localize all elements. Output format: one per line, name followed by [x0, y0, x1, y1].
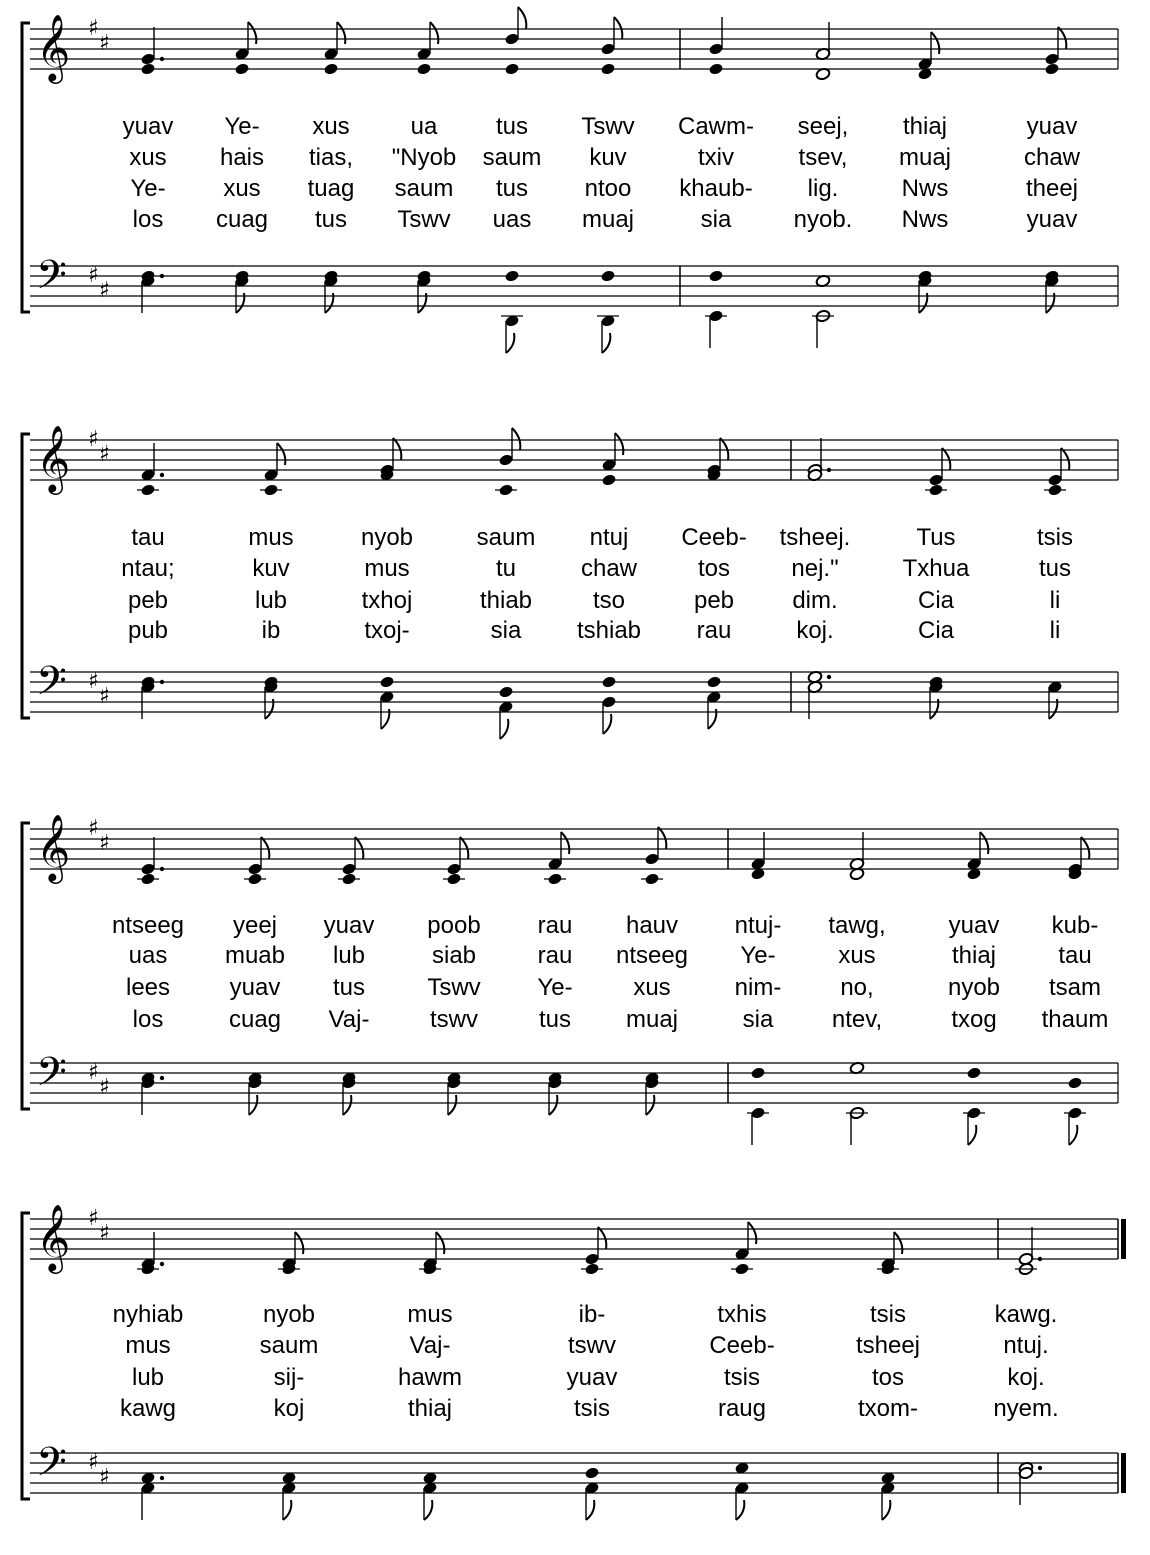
augmentation-dot	[160, 473, 164, 477]
lyric-syllable: txhoj	[361, 587, 413, 614]
lyric-syllable: thiaj	[407, 1395, 453, 1422]
lyric-syllable: Vaj-	[409, 1332, 451, 1359]
lyric-syllable: yuav	[1026, 206, 1078, 233]
note-flag	[586, 1500, 594, 1520]
note-flag	[512, 428, 520, 450]
lyric-syllable: kuv	[252, 555, 290, 582]
lyric-syllable: ntau;	[121, 555, 175, 582]
note-flag	[882, 1500, 890, 1520]
note-flag	[500, 719, 508, 739]
lyric-syllable: Ceeb-	[709, 1332, 775, 1359]
lyric-syllable: chaw	[580, 555, 638, 582]
lyric-syllable: Nws	[901, 206, 949, 233]
sharp-icon: ♯	[99, 831, 110, 856]
note-flag	[518, 7, 526, 29]
lyric-syllable: Cawm-	[678, 113, 754, 140]
lyric-syllable: koj.	[796, 617, 834, 644]
lyric-syllable: muaj	[898, 144, 952, 171]
lyric-syllable: tsam	[1048, 974, 1102, 1001]
augmentation-dot	[827, 675, 831, 679]
lyric-syllable: mus	[364, 555, 410, 582]
note-flag	[1058, 27, 1066, 49]
lyric-syllable: dim.	[792, 587, 838, 614]
lyric-syllable: hawm	[397, 1364, 463, 1391]
note-flag	[720, 438, 728, 460]
bass-note-head	[750, 1066, 765, 1079]
sharp-icon: ♯	[88, 816, 99, 841]
lyric-syllable: Ceeb-	[681, 524, 747, 551]
lyric-syllable: saum	[394, 175, 454, 202]
lyric-syllable: mus	[125, 1332, 171, 1359]
lyric-syllable: sia	[490, 617, 522, 644]
note-flag	[614, 17, 622, 39]
lyric-syllable: tos	[871, 1364, 905, 1391]
bass-clef-icon: 𝄢	[36, 658, 67, 714]
final-barline	[1121, 1219, 1126, 1259]
lyric-syllable: ntuj	[589, 524, 629, 551]
system-bracket	[22, 823, 30, 1109]
lyric-syllable: no,	[840, 974, 874, 1001]
lyric-syllable: tso	[592, 587, 626, 614]
lyric-syllable: los	[132, 1006, 164, 1033]
note-flag	[277, 443, 285, 465]
lyric-syllable: hais	[219, 144, 265, 171]
treble-clef-icon: 𝄞	[36, 813, 71, 881]
lyric-syllable: Tswv	[397, 206, 451, 233]
lyric-syllable: tias,	[308, 144, 354, 171]
lyric-syllable: seej,	[797, 113, 849, 140]
treble-clef-icon: 𝄞	[36, 1203, 71, 1271]
augmentation-dot	[160, 1262, 164, 1266]
lyric-syllable: kawg.	[994, 1301, 1058, 1328]
system-bracket	[22, 1213, 30, 1499]
treble-note-head	[600, 62, 615, 75]
sharp-icon: ♯	[88, 427, 99, 452]
treble-clef-icon: 𝄞	[36, 424, 71, 492]
treble-note-head	[1044, 62, 1059, 75]
lyric-syllable: tsheej	[855, 1332, 921, 1359]
sharp-icon: ♯	[99, 442, 110, 467]
lyric-syllable: xus	[312, 113, 350, 140]
lyric-syllable: uas	[492, 206, 532, 233]
note-flag	[337, 22, 345, 44]
lyric-syllable: txog	[951, 1006, 997, 1033]
lyric-syllable: los	[132, 206, 164, 233]
lyric-syllable: Ye-	[224, 113, 260, 140]
lyric-syllable: theej	[1025, 175, 1079, 202]
lyric-syllable: chaw	[1023, 144, 1081, 171]
sharp-icon: ♯	[99, 684, 110, 709]
lyric-syllable: khaub-	[679, 175, 753, 202]
lyric-syllable: tau	[1058, 942, 1092, 969]
lyric-syllable: yuav	[566, 1364, 618, 1391]
note-flag	[602, 333, 610, 353]
sharp-icon: ♯	[99, 1221, 110, 1246]
lyric-syllable: saum	[482, 144, 542, 171]
bass-note-head	[966, 1066, 981, 1079]
sharp-icon: ♯	[99, 1075, 110, 1100]
lyric-syllable: Txhua	[902, 555, 970, 582]
lyric-syllable: Tswv	[581, 113, 635, 140]
lyric-syllable: tus	[332, 974, 366, 1001]
lyric-syllable: ntseeg	[111, 912, 185, 939]
lyric-syllable: txoj-	[364, 617, 410, 644]
lyric-syllable: li	[1049, 587, 1061, 614]
sharp-icon: ♯	[99, 278, 110, 303]
treble-note-head	[601, 473, 616, 486]
note-flag	[355, 837, 363, 859]
lyric-syllable: txom-	[858, 1395, 918, 1422]
lyric-syllable: thiaj	[951, 942, 997, 969]
sharp-icon: ♯	[88, 1450, 99, 1475]
lyric-syllable: ua	[410, 113, 438, 140]
lyric-syllable: ib-	[578, 1301, 606, 1328]
lyric-syllable: thiab	[479, 587, 533, 614]
lyric-syllable: ib	[261, 617, 281, 644]
treble-note-head	[504, 62, 519, 75]
note-flag	[393, 438, 401, 460]
lyric-syllable: tswv	[430, 1006, 478, 1033]
lyric-syllable: Ye-	[537, 974, 573, 1001]
bass-note-head	[601, 675, 616, 688]
sharp-icon: ♯	[99, 1465, 110, 1490]
lyric-syllable: koj.	[1007, 1364, 1045, 1391]
lyric-syllable: muaj	[625, 1006, 679, 1033]
lyric-syllable: tus	[495, 113, 529, 140]
note-flag	[968, 1125, 976, 1145]
lyric-syllable: xus	[129, 144, 167, 171]
lyric-syllable: tshiab	[576, 617, 642, 644]
note-flag	[561, 832, 569, 854]
lyric-syllable: tsis	[574, 1395, 610, 1422]
note-flag	[1061, 448, 1069, 470]
augmentation-dot	[160, 57, 164, 61]
augmentation-dot	[1038, 1466, 1042, 1470]
sharp-icon: ♯	[88, 1206, 99, 1231]
bass-note-head	[584, 1466, 599, 1479]
lyric-syllable: lub	[332, 942, 366, 969]
lyric-syllable: yuav	[948, 912, 1000, 939]
lyric-syllable: Ye-	[740, 942, 776, 969]
bass-note-head	[1067, 1076, 1082, 1089]
lyric-syllable: Tus	[916, 524, 956, 551]
lyric-syllable: poob	[427, 912, 481, 939]
lyric-syllable: sia	[700, 206, 732, 233]
lyric-syllable: xus	[838, 942, 876, 969]
augmentation-dot	[160, 274, 164, 278]
note-flag	[248, 22, 256, 44]
lyric-syllable: Vaj-	[328, 1006, 370, 1033]
lyric-syllable: pub	[127, 617, 169, 644]
note-flag	[942, 448, 950, 470]
final-barline	[1121, 1453, 1126, 1493]
lyric-syllable: nej."	[791, 555, 839, 582]
lyric-syllable: tswv	[568, 1332, 616, 1359]
lyric-syllable: tsev,	[798, 144, 848, 171]
lyric-syllable: sij-	[273, 1364, 305, 1391]
note-flag	[436, 1232, 444, 1254]
note-flag	[736, 1500, 744, 1520]
bass-note-head	[600, 269, 615, 282]
note-flag	[506, 333, 514, 353]
note-flag	[603, 714, 611, 734]
treble-note-head	[234, 62, 249, 75]
lyric-syllable: nyhiab	[112, 1301, 184, 1328]
bass-note-head	[504, 269, 519, 282]
lyric-syllable: tus	[314, 206, 348, 233]
lyric-syllable: nyob	[262, 1301, 316, 1328]
lyric-syllable: cuag	[228, 1006, 282, 1033]
lyric-syllable: siab	[431, 942, 477, 969]
lyric-syllable: peb	[127, 587, 169, 614]
lyric-syllable: lub	[254, 587, 288, 614]
lyric-syllable: muab	[224, 942, 286, 969]
sharp-icon: ♯	[88, 1060, 99, 1085]
lyric-syllable: xus	[223, 175, 261, 202]
lyric-syllable: tsheej.	[779, 524, 851, 551]
sharp-icon: ♯	[88, 263, 99, 288]
note-flag	[261, 837, 269, 859]
lyric-syllable: lees	[125, 974, 171, 1001]
bass-note-head	[498, 685, 513, 698]
lyric-syllable: muaj	[581, 206, 635, 233]
lyric-syllable: tuag	[307, 175, 355, 202]
lyric-syllable: Tswv	[427, 974, 481, 1001]
sharp-icon: ♯	[99, 31, 110, 56]
lyric-syllable: yuav	[1026, 113, 1078, 140]
augmentation-dot	[160, 867, 164, 871]
lyric-syllable: rau	[696, 617, 732, 644]
lyric-syllable: saum	[259, 1332, 319, 1359]
note-flag	[343, 1095, 351, 1115]
bass-note-head	[708, 269, 723, 282]
bass-note-head	[706, 675, 721, 688]
lyric-syllable: nyem.	[993, 1395, 1059, 1422]
lyric-syllable: nim-	[734, 974, 782, 1001]
lyric-syllable: peb	[693, 587, 735, 614]
note-flag	[980, 832, 988, 854]
note-flag	[549, 1095, 557, 1115]
system-bracket	[22, 434, 30, 718]
lyric-syllable: lub	[131, 1364, 165, 1391]
note-flag	[283, 1500, 291, 1520]
note-flag	[424, 1500, 432, 1520]
lyric-syllable: mus	[248, 524, 294, 551]
augmentation-dot	[827, 468, 831, 472]
lyric-syllable: ntuj.	[1003, 1332, 1049, 1359]
lyric-syllable: yuav	[229, 974, 281, 1001]
lyric-syllable: raug	[717, 1395, 767, 1422]
lyric-syllable: tus	[1038, 555, 1072, 582]
lyric-syllable: tsis	[724, 1364, 760, 1391]
lyric-syllable: yuav	[122, 113, 174, 140]
lyric-syllable: ntuj-	[734, 912, 782, 939]
lyric-syllable: Ye-	[130, 175, 166, 202]
note-flag	[894, 1232, 902, 1254]
lyric-syllable: kawg	[119, 1395, 177, 1422]
augmentation-dot	[160, 1476, 164, 1480]
lyric-syllable: tos	[697, 555, 731, 582]
lyric-syllable: xus	[633, 974, 671, 1001]
lyric-syllable: Cia	[917, 617, 955, 644]
lyric-syllable: "Nyob	[391, 144, 457, 171]
bass-clef-icon: 𝄢	[36, 1049, 67, 1105]
lyric-syllable: thiaj	[902, 113, 948, 140]
note-flag	[646, 1095, 654, 1115]
note-flag	[615, 433, 623, 455]
augmentation-dot	[1038, 1257, 1042, 1261]
sharp-icon: ♯	[88, 16, 99, 41]
bass-clef-icon: 𝄢	[36, 1439, 67, 1495]
lyric-syllable: cuag	[215, 206, 269, 233]
lyric-syllable: hauv	[625, 912, 679, 939]
note-flag	[460, 837, 468, 859]
lyric-syllable: tsis	[870, 1301, 906, 1328]
lyric-syllable: nyob	[947, 974, 1001, 1001]
lyric-syllable: uas	[128, 942, 168, 969]
lyric-syllable: saum	[476, 524, 536, 551]
treble-note-head	[416, 62, 431, 75]
lyric-syllable: tus	[495, 175, 529, 202]
note-flag	[658, 827, 666, 849]
bass-note-head	[379, 675, 394, 688]
note-flag	[430, 22, 438, 44]
treble-clef-icon: 𝄞	[36, 13, 71, 81]
lyric-syllable: rau	[537, 942, 573, 969]
lyric-syllable: li	[1049, 617, 1061, 644]
lyric-syllable: lig.	[807, 175, 839, 202]
note-flag	[295, 1232, 303, 1254]
lyric-syllable: tawg,	[828, 912, 886, 939]
treble-note-head	[708, 62, 723, 75]
lyric-syllable: koj	[273, 1395, 305, 1422]
augmentation-dot	[160, 1076, 164, 1080]
lyric-syllable: yeej	[232, 912, 278, 939]
lyric-syllable: rau	[537, 912, 573, 939]
augmentation-dot	[160, 680, 164, 684]
lyric-syllable: txhis	[717, 1301, 767, 1328]
lyric-syllable: tau	[131, 524, 165, 551]
treble-note-head	[323, 62, 338, 75]
lyric-syllable: txiv	[698, 144, 734, 171]
note-flag	[1069, 1125, 1077, 1145]
lyric-syllable: kuv	[589, 144, 627, 171]
lyric-syllable: tsis	[1037, 524, 1073, 551]
lyric-syllable: ntev,	[831, 1006, 883, 1033]
sharp-icon: ♯	[88, 669, 99, 694]
lyric-syllable: Nws	[901, 175, 949, 202]
lyric-syllable: ntoo	[584, 175, 632, 202]
note-flag	[598, 1227, 606, 1249]
lyric-syllable: sia	[742, 1006, 774, 1033]
note-flag	[1081, 837, 1089, 859]
lyric-syllable: thaum	[1041, 1006, 1109, 1033]
lyric-syllable: kub-	[1051, 912, 1099, 939]
lyric-syllable: nyob.	[793, 206, 853, 233]
note-flag	[931, 32, 939, 54]
lyric-syllable: yuav	[323, 912, 375, 939]
system-bracket	[22, 23, 30, 312]
note-flag	[748, 1222, 756, 1244]
bass-clef-icon: 𝄢	[36, 252, 67, 308]
treble-note-head	[140, 62, 155, 75]
note-flag	[249, 1095, 257, 1115]
lyric-syllable: nyob	[360, 524, 414, 551]
lyric-syllable: tu	[495, 555, 517, 582]
lyric-syllable: Cia	[917, 587, 955, 614]
lyric-syllable: ntseeg	[615, 942, 689, 969]
lyric-syllable: tus	[538, 1006, 572, 1033]
lyric-syllable: mus	[407, 1301, 453, 1328]
note-flag	[448, 1095, 456, 1115]
